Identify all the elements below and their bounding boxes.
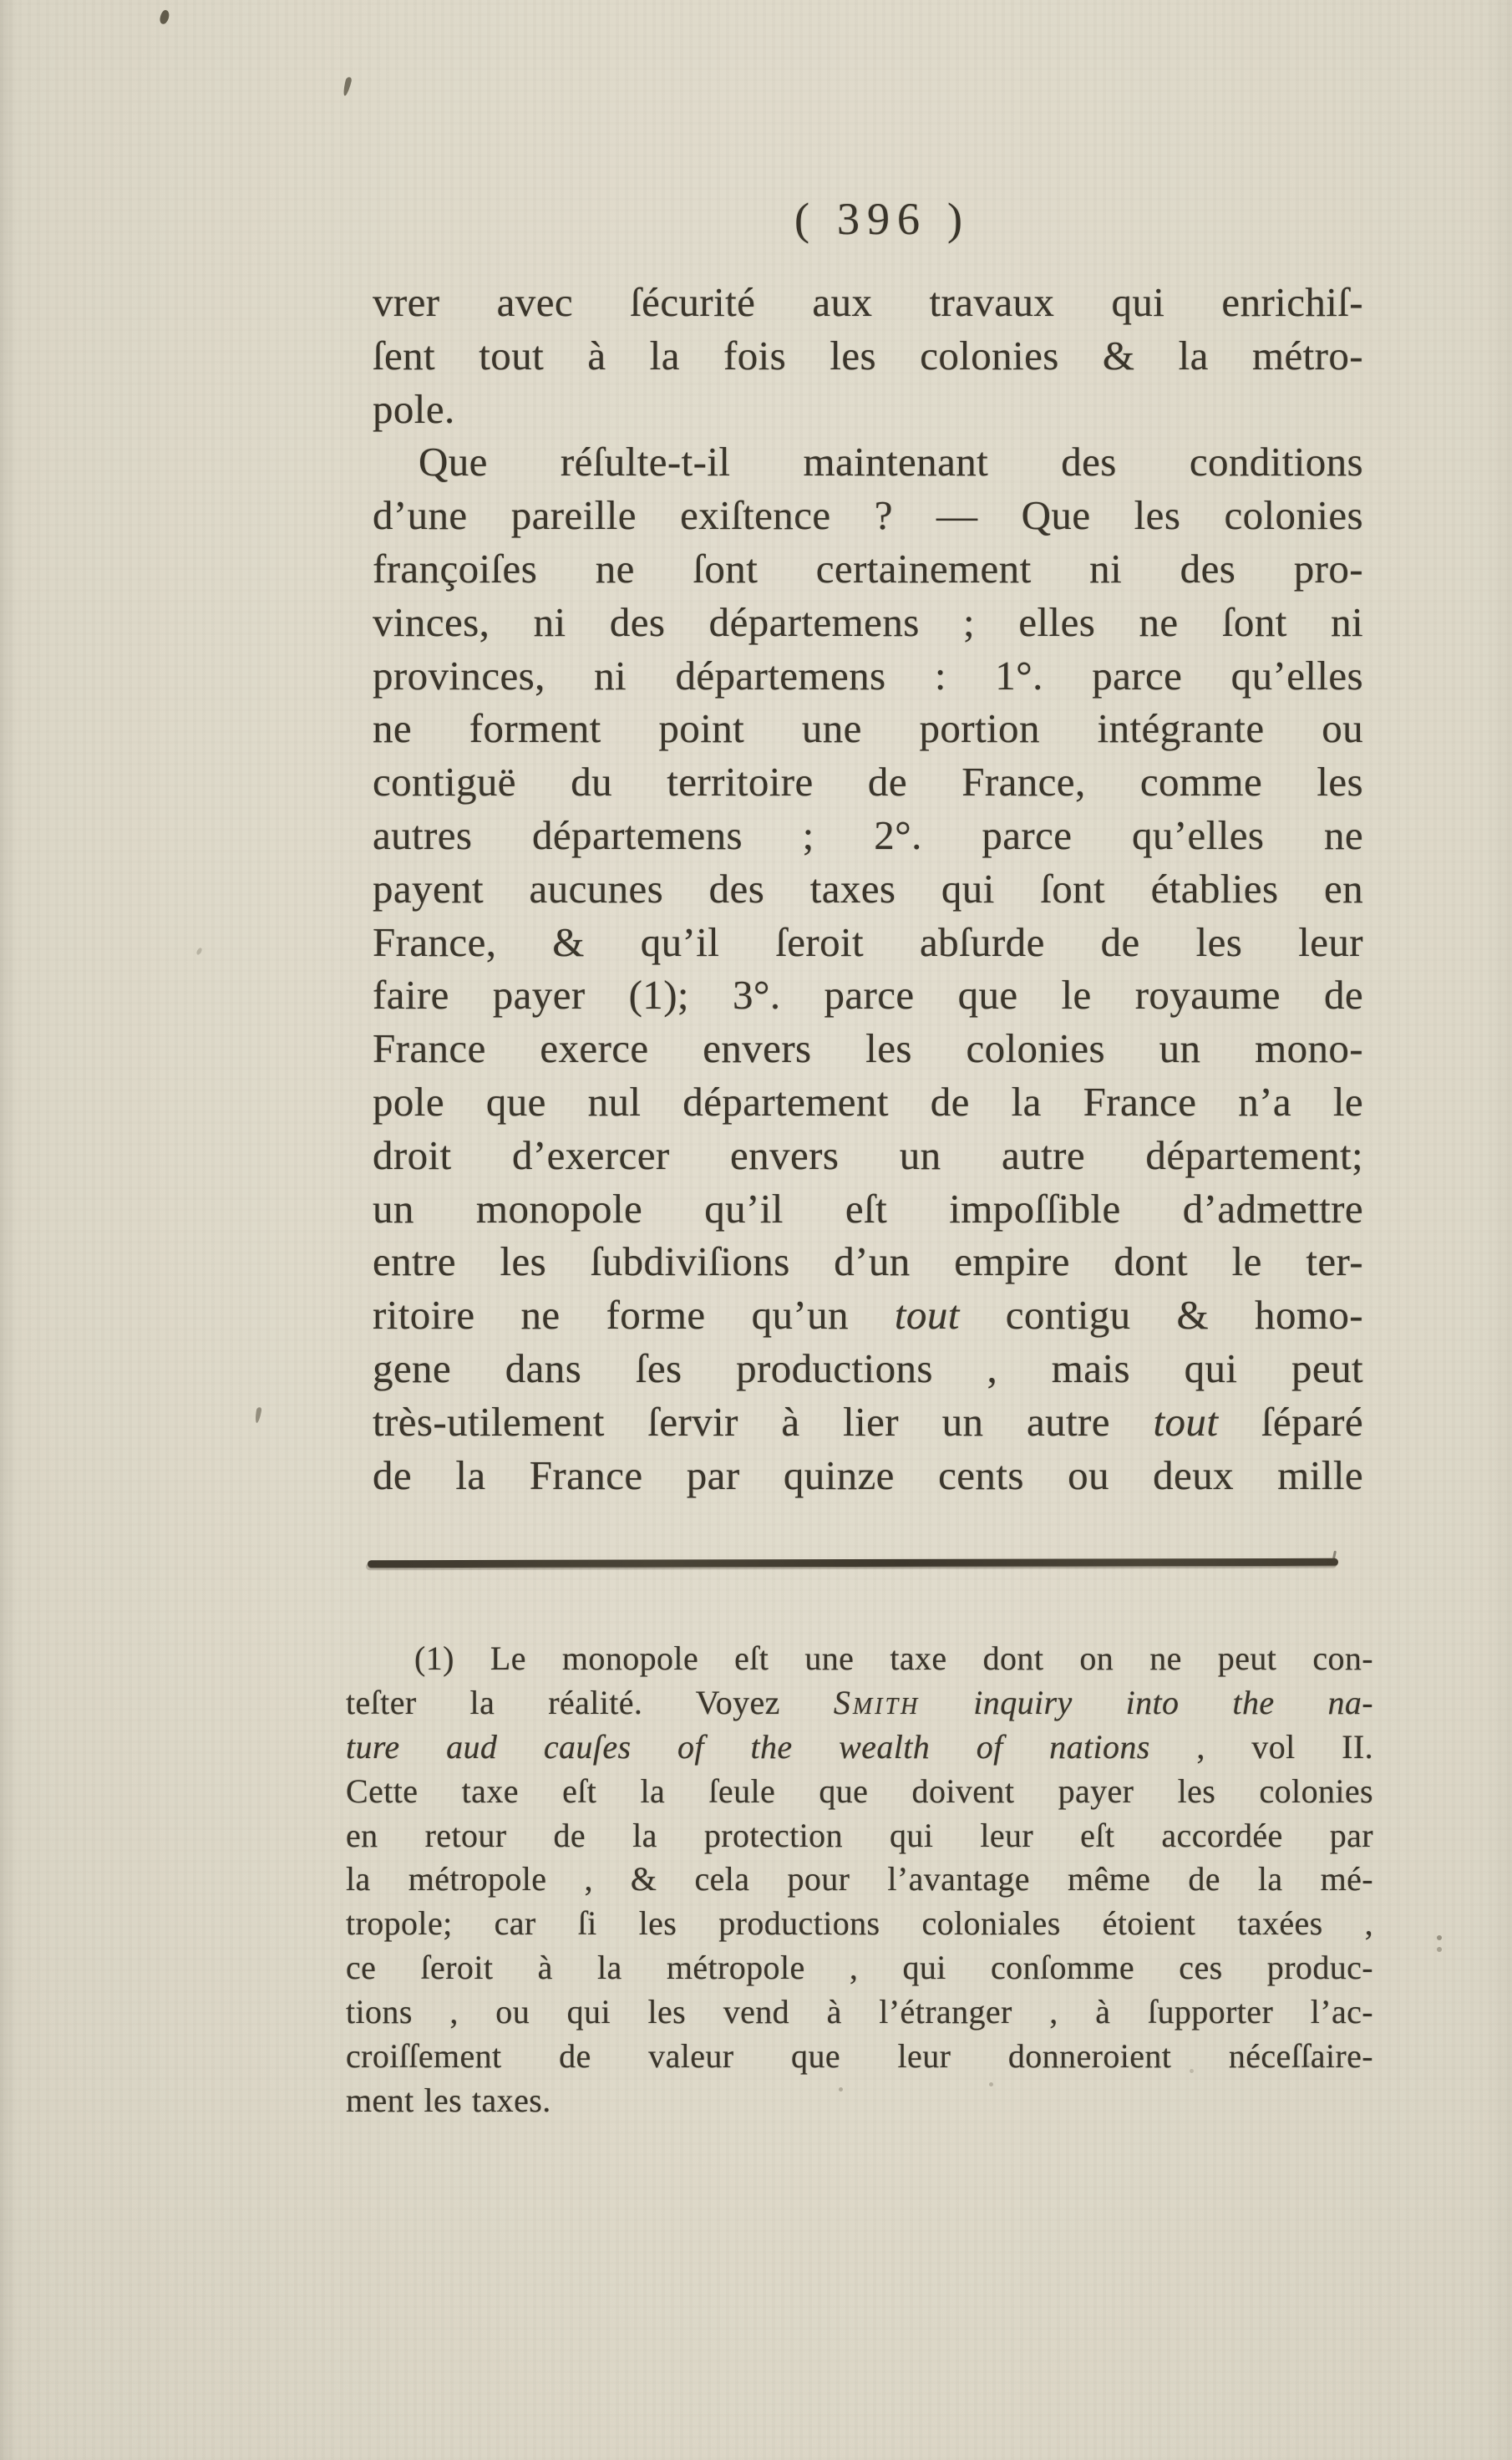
text-line — [373, 862, 1363, 916]
text-line — [346, 1814, 1373, 1858]
text-line — [373, 329, 1363, 383]
text-line — [373, 1075, 1363, 1129]
text-segment: gene dans ſes productions , mais qui peut — [373, 1344, 1363, 1391]
text-line — [346, 1990, 1373, 2035]
text-segment: teſter la réalité. Voyez — [346, 1683, 834, 1721]
text-line — [373, 1129, 1363, 1182]
text-segment: autres départemens ; 2°. parce qu’elles ne — [373, 811, 1363, 858]
text-line — [373, 755, 1363, 809]
text-line — [373, 702, 1363, 755]
text-line — [373, 435, 1363, 489]
text-segment: payent aucunes des taxes qui ſont établies en — [373, 865, 1363, 912]
text-line — [373, 1342, 1363, 1395]
text-segment: provinces, ni départemens : 1°. parce qu’elles — [373, 652, 1363, 699]
text-line — [346, 2079, 1373, 2123]
ink-speck — [159, 9, 171, 25]
italic-text: tout — [1153, 1398, 1219, 1445]
text-segment: ce ſeroit à la métropole , qui conſomme ces produc- — [346, 1949, 1373, 1987]
text-segment: tropole; car ſi les productions coloniales étoient taxées , — [346, 1904, 1373, 1943]
text-segment: ſent tout à la fois les colonies & la métro- — [373, 332, 1363, 379]
text-segment: autre — [1026, 1398, 1154, 1445]
text-segment: tions , ou qui les vend à l’étranger , à ſupporter l’ac- — [346, 1993, 1373, 2031]
smallcaps-text: Smith — [833, 1683, 921, 1721]
text-segment: contigu & homo- — [959, 1292, 1363, 1339]
text-segment: très-utilement ſervir à lier un — [373, 1398, 1027, 1445]
text-line — [373, 276, 1363, 329]
text-segment: , vol II. — [1149, 1727, 1373, 1766]
text-segment: entre les ſubdiviſions d’un empire dont le ter- — [373, 1238, 1363, 1285]
text-segment: Cette taxe eſt la ſeule que doivent payer les colonies — [346, 1771, 1373, 1810]
text-line — [346, 1637, 1373, 1681]
text-line — [373, 596, 1363, 649]
text-segment: de la France par quinze cents ou deux mille — [373, 1451, 1363, 1498]
text-line — [346, 1681, 1373, 1726]
italic-text: ture aud cauſes of the wealth of nations — [346, 1727, 1150, 1766]
text-line — [346, 1946, 1373, 1990]
text-segment — [920, 1684, 973, 1721]
text-segment: (1) Le monopole eſt une taxe dont on ne peut con- — [414, 1639, 1373, 1677]
ink-speck — [254, 1407, 261, 1424]
text-segment: pole que nul département de la France n’a le — [373, 1078, 1363, 1125]
text-segment: France exerce envers les colonies un mono- — [373, 1025, 1363, 1072]
text-line — [373, 968, 1363, 1022]
text-segment: pole. — [373, 385, 455, 432]
text-line — [346, 1770, 1373, 1814]
text-segment: faire payer (1); 3°. parce que le royaume de — [373, 972, 1363, 1019]
text-segment: croiſſement de valeur que leur donneroient néceſſaire- — [346, 2037, 1373, 2076]
text-segment: d’une pareille exiſtence ? — Que les colonies — [373, 492, 1363, 539]
text-line — [373, 1449, 1363, 1502]
text-segment: ne forment point une portion intégrante ou — [373, 705, 1363, 752]
text-line — [346, 1902, 1373, 1946]
text-line — [373, 542, 1363, 596]
ink-speck — [342, 76, 352, 96]
italic-text: inquiry into the na- — [973, 1683, 1373, 1721]
text-segment: France, & qu’il ſeroit abſurde de les leur — [373, 918, 1363, 965]
text-line — [373, 1288, 1363, 1342]
ink-speck — [195, 947, 203, 955]
text-line — [373, 489, 1363, 542]
text-segment: ment les taxes. — [346, 2081, 551, 2119]
text-line — [373, 1395, 1363, 1449]
text-segment: droit d’exercer envers un autre département; — [373, 1131, 1363, 1178]
text-line — [373, 809, 1363, 862]
text-segment: Que réſulte-t-il maintenant des conditions — [419, 439, 1363, 485]
text-line — [373, 383, 1363, 436]
text-line — [373, 1022, 1363, 1075]
text-line — [373, 1235, 1363, 1288]
text-segment: ritoire ne forme qu’un — [373, 1292, 895, 1339]
text-line — [373, 649, 1363, 703]
text-line — [346, 2035, 1373, 2079]
main-text-block — [373, 276, 1363, 1502]
italic-text: tout — [894, 1292, 960, 1339]
text-line — [373, 916, 1363, 969]
text-line — [346, 1858, 1373, 1902]
page-number: ( 396 ) — [794, 194, 970, 244]
text-segment: contiguë du territoire de France, comme les — [373, 759, 1363, 806]
text-segment: vinces, ni des départemens ; elles ne ſont ni — [373, 598, 1363, 645]
text-segment: en retour de la protection qui leur eſt accordée par — [346, 1816, 1373, 1854]
text-segment: françoiſes ne ſont certainement ni des pro- — [373, 545, 1363, 592]
text-segment: la métropole , & cela pour l’avantage même de la mé- — [346, 1860, 1373, 1898]
text-line — [373, 1182, 1363, 1236]
ink-speck — [1437, 1935, 1442, 1940]
text-segment: ſéparé — [1218, 1398, 1363, 1445]
text-line — [346, 1726, 1373, 1770]
footnote-block — [346, 1637, 1373, 2123]
text-segment: vrer avec ſécurité aux travaux qui enrichiſ- — [373, 279, 1363, 325]
footnote-separator — [368, 1558, 1338, 1568]
text-segment: un monopole qu’il eſt impoſſible d’admettre — [373, 1185, 1363, 1232]
ink-speck — [839, 2087, 843, 2092]
